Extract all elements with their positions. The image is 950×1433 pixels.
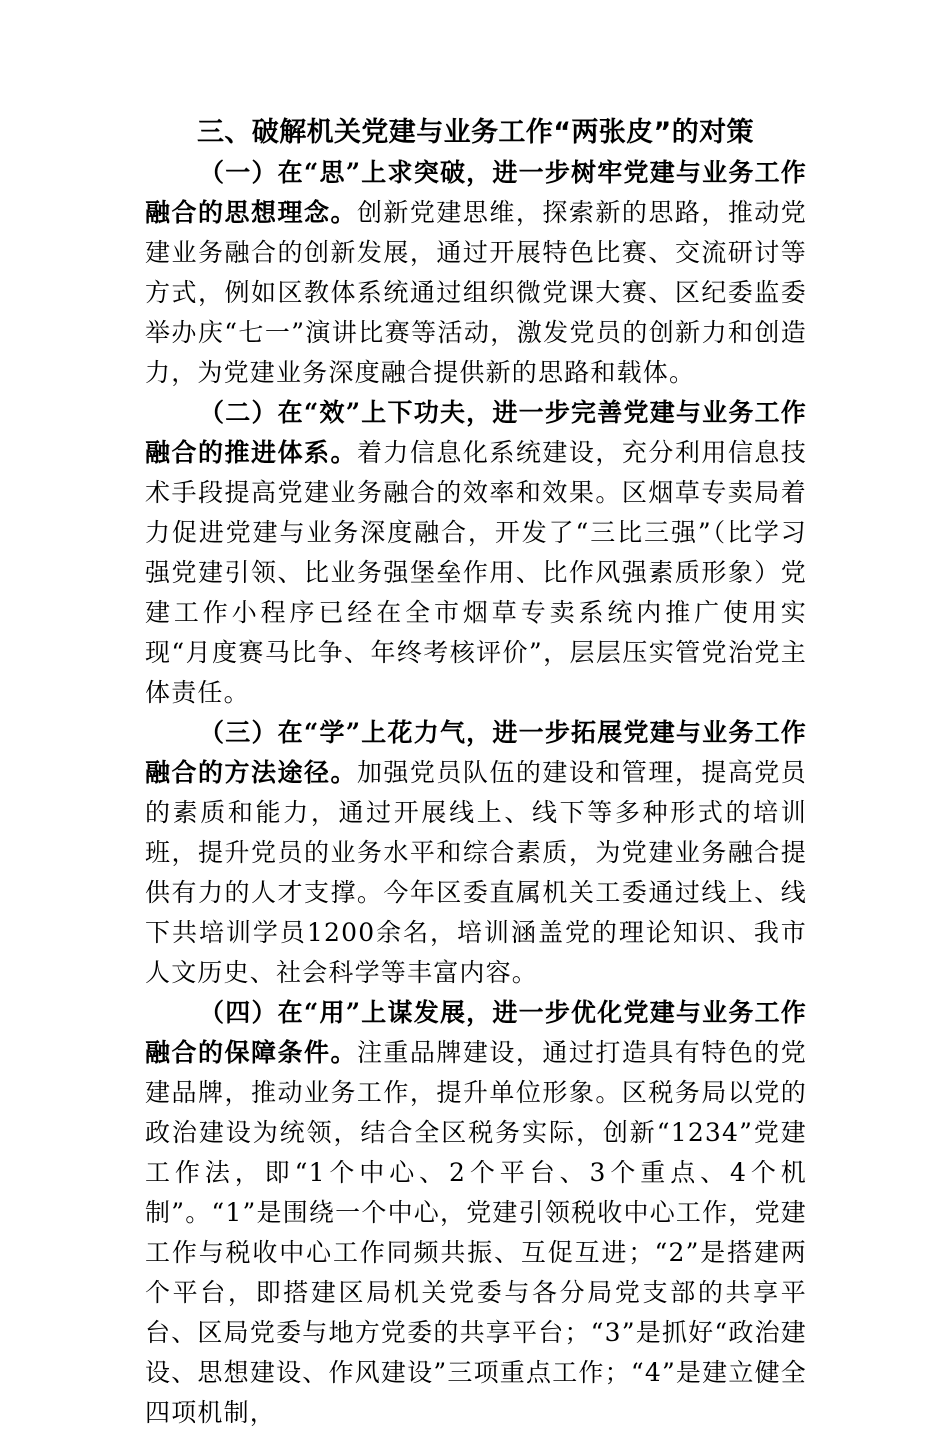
paragraph-2	[145, 393, 807, 713]
paragraph-2-body: 着力信息化系统建设，充分利用信息技术手段提高党建业务融合的效率和效果。区烟草专卖局着力促进党建与业务深度融合，开发了“三比三强”（比学习强党建引领、比业务强堡垒作用、比作风强素质形象）党建工作小程序已经在全市烟草专卖系统内推广使用实现“月度赛马比争、年终考核评价”，层层压实管党治党主体责任。	[145, 438, 807, 707]
paragraph-1	[145, 153, 807, 393]
paragraph-3	[145, 713, 807, 993]
paragraph-2-lead: （二）在“效”上下功夫，进一步完善党建与业务工作融合的推进体系。	[145, 398, 807, 467]
paragraph-3-lead: （三）在“学”上花力气，进一步拓展党建与业务工作融合的方法途径。	[145, 718, 807, 787]
paragraph-3-body: 加强党员队伍的建设和管理，提高党员的素质和能力，通过开展线上、线下等多种形式的培训班，提升党员的业务水平和综合素质，为党建业务融合提供有力的人才支撑。今年区委直属机关工委通过线上、线下共培训学员1200余名，培训涵盖党的理论知识、我市人文历史、社会科学等丰富内容。	[145, 758, 807, 987]
paragraph-1-body: 创新党建思维，探索新的思路，推动党建业务融合的创新发展，通过开展特色比赛、交流研讨等方式，例如区教体系统通过组织微党课大赛、区纪委监委举办庆“七一”演讲比赛等活动，激发党员的创新力和创造力，为党建业务深度融合提供新的思路和载体。	[145, 198, 807, 387]
paragraph-4-lead: （四）在“用”上谋发展，进一步优化党建与业务工作融合的保障条件。	[145, 998, 807, 1067]
paragraph-4	[145, 993, 807, 1433]
paragraph-4-body: 注重品牌建设，通过打造具有特色的党建品牌，推动业务工作，提升单位形象。区税务局以党的政治建设为统领，结合全区税务实际，创新“1234”党建工作法，即“1个中心、2个平台、3个重点、4个机制”。“1”是围绕一个中心，党建引领税收中心工作，党建工作与税收中心工作同频共振、互促互进；“2”是搭建两个平台，即搭建区局机关党委与各分局党支部的共享平台、区局党委与地方党委的共享平台；“3”是抓好“政治建设、思想建设、作风建设”三项重点工作；“4”是建立健全四项机制，	[145, 1038, 807, 1427]
document-page	[145, 112, 807, 1433]
paragraph-1-lead: （一）在“思”上求突破，进一步树牢党建与业务工作融合的思想理念。	[145, 158, 807, 227]
section-heading: 三、破解机关党建与业务工作“两张皮”的对策	[197, 117, 754, 148]
